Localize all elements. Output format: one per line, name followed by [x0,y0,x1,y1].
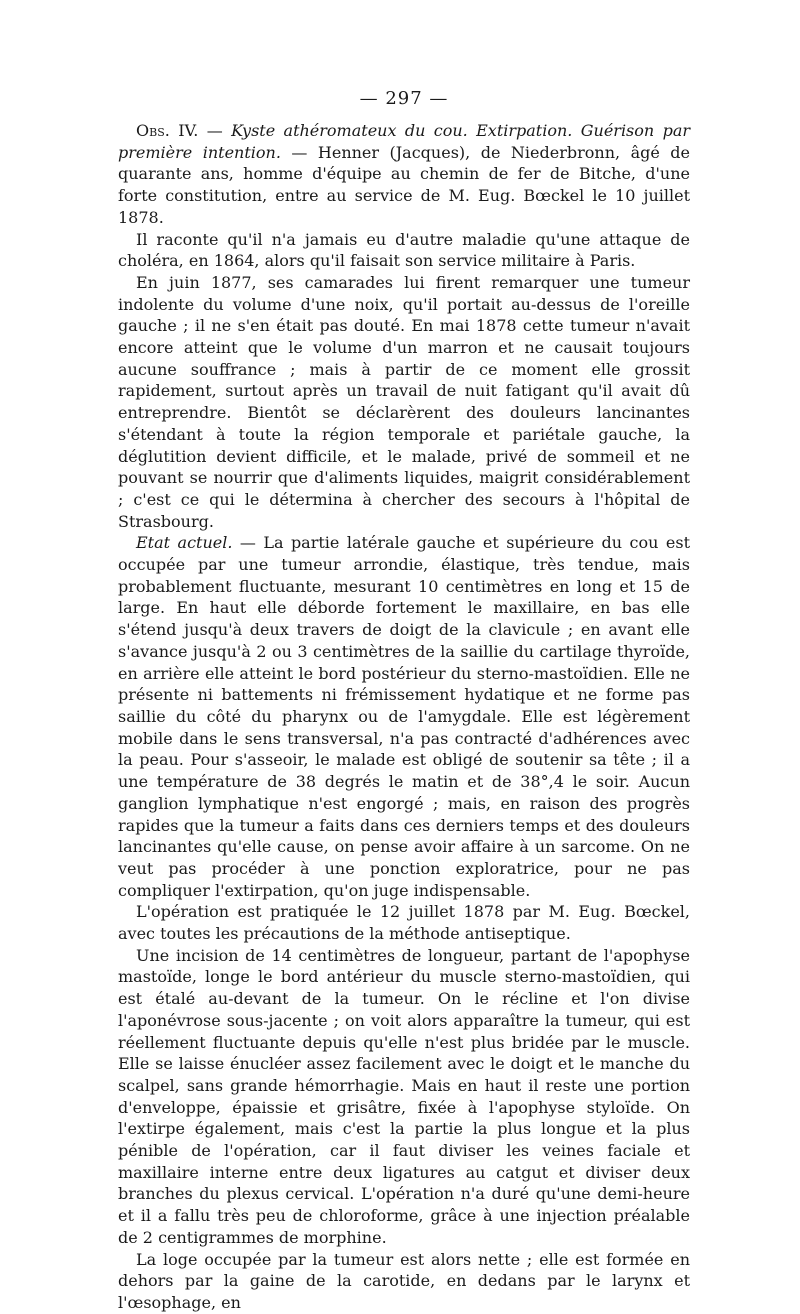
book-page [118,86,690,1314]
page-number: — 297 — [359,88,449,109]
observation-heading-paragraph [118,120,690,229]
observation-label: Obs. IV. [136,121,199,140]
paragraph-current-state [118,532,690,901]
observation-title: Kyste athéromateux du cou. Extirpation. Guérison par première intention. [118,121,691,162]
paragraph-incision [118,945,690,1249]
paragraph-history [118,229,690,272]
paragraph-text: La loge occupée par la tumeur est alors nette ; elle est formée en dehors par la gaine de la carotide, en dedans par le larynx et l'œsophage, en [118,1249,690,1312]
paragraph-operation [118,901,690,944]
paragraph-text: — La partie latérale gauche et supérieure du cou est occupée par une tumeur arrondie, élastique, très tendue, mais probablement fluctuante, mesurant 10 centimètres en long et 15 de large. En haut elle déborde fortement le maxillaire, en bas elle s'étend jusqu'à deux travers de doigt de la clavicule ; en avant elle s'avance jusqu'à 2 ou 3 centimètres de la saillie du cartilage thyroïde, en arrière elle atteint le bord postérieur du sterno-mastoïdien. Elle ne présente ni battements ni frémissement hydatique et ne forme pas saillie du côté du pharynx ou de l'amygdale. Elle est légèrement mobile dans le sens transversal, n'a pas contracté d'adhérences avec la peau. Pour s'asseoir, le malade est obligé de soutenir sa tête ; il a une température de 38 degrés le matin et de 38°,4 le soir. Aucun ganglion lymphatique n'est engorgé ; mais, en raison des progrès rapides que la tumeur a faits dans ces derniers temps et des douleurs lancinantes qu'elle cause, on pense avoir affaire à un sarcome. On ne veut pas procéder à une ponction exploratrice, pour ne pas compliquer l'extirpation, qu'on juge indispensable. [118,533,690,900]
observation-dash: — [198,121,232,140]
paragraph-cavity [118,1249,690,1314]
paragraph-text: L'opération est pratiquée le 12 juillet 1878 par M. Eug. Bœckel, avec toutes les précautions de la méthode antiseptique. [118,902,690,944]
paragraph-onset [118,272,690,532]
paragraph-text: Il raconte qu'il n'a jamais eu d'autre maladie qu'une attaque de choléra, en 1864, alors qu'il faisait son service militaire à Paris. [118,229,690,271]
paragraph-text: Une incision de 14 centimètres de longueur, partant de l'apophyse mastoïde, longe le bord antérieur du muscle sterno-mastoïdien, qui est étalé au-devant de la tumeur. On le récline et l'on divise l'aponévrose sous-jacente ; on voit alors apparaître la tumeur, qui est réellement fluctuante depuis qu'elle n'est plus bridée par le muscle. Elle se laisse énucléer assez facilement avec le doigt et le manche du scalpel, sans grande hémorrhagie. Mais en haut il reste une portion d'enveloppe, épaissie et grisâtre, fixée à l'apophyse styloïde. On l'extirpe également, mais c'est la partie la plus longue et la plus pénible de l'opération, car il faut diviser les veines faciale et maxillaire interne entre deux ligatures au catgut et diviser deux branches du plexus cervical. L'opération n'a duré qu'une demi-heure et il a fallu très peu de chloroforme, grâce à une injection préalable de 2 centigrammes de morphine. [118,945,690,1247]
paragraph-text: En juin 1877, ses camarades lui firent remarquer une tumeur indolente du volume d'une noix, qu'il portait au-dessus de l'oreille gauche ; il ne s'en était pas douté. En mai 1878 cette tumeur n'avait encore atteint que le volume d'un marron et ne causait toujours aucune souffrance ; mais à partir de ce moment elle grossit rapidement, surtout après un travail de nuit fatigant qu'il avait dû entreprendre. Bientôt se déclarèrent des douleurs lancinantes s'étendant à toute la région temporale et pariétale gauche, la déglutition devient difficile, et le malade, privé de sommeil et ne pouvant se nourrir que d'aliments liquides, maigrit considérablement ; c'est ce qui le détermina à chercher des secours à l'hôpital de Strasbourg. [118,272,690,531]
section-label-etat-actuel: Etat actuel. [136,533,233,553]
paragraph-text: — Henner (Jacques), de Niederbronn, âgé de quarante ans, homme d'équipe au chemin de fer de Bitche, d'une forte constitution, entre au service de M. Eug. Bœckel le 10 juillet 1878. [118,142,691,227]
